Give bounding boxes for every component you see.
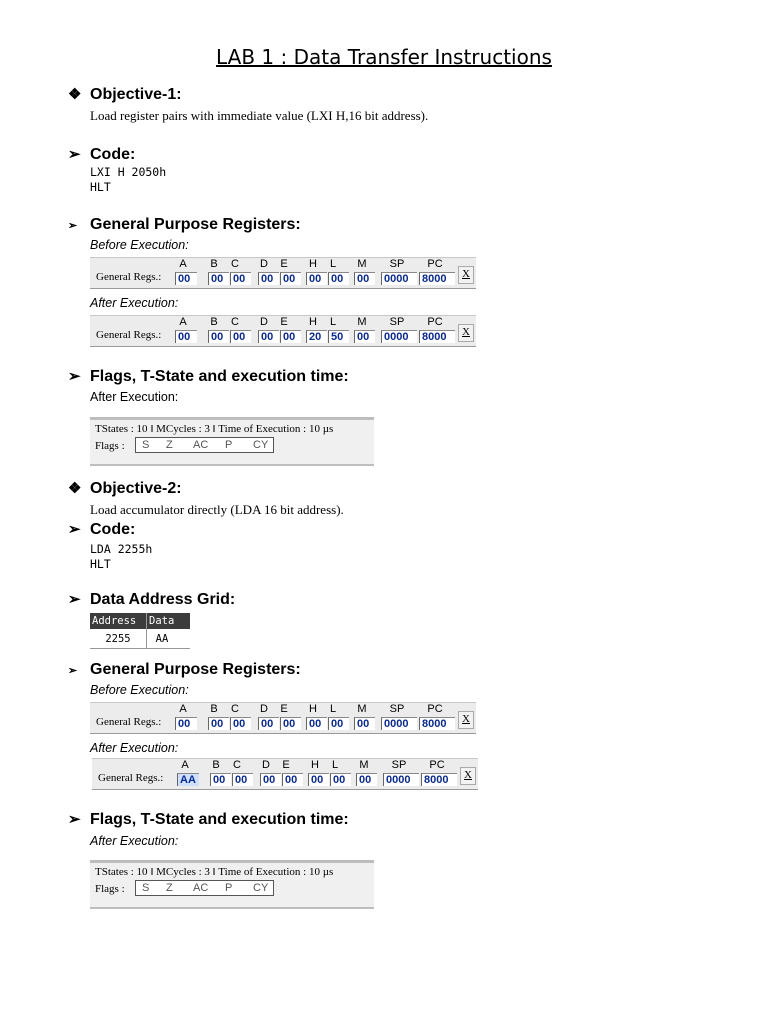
- arrow-bullet-icon: ➢: [68, 220, 78, 232]
- register-value-a[interactable]: 00: [175, 330, 197, 343]
- register-header-l: L: [329, 316, 337, 328]
- register-value-m[interactable]: 00: [354, 717, 375, 730]
- register-value-h[interactable]: 20: [306, 330, 327, 343]
- flag-s: S: [142, 882, 150, 894]
- register-value-e[interactable]: 00: [280, 717, 301, 730]
- gpr-1-before-caption: Before Execution:: [90, 238, 189, 252]
- code-1-block: LXI H 2050h HLT: [90, 165, 167, 194]
- register-header-e: E: [280, 258, 288, 270]
- close-button[interactable]: X: [458, 324, 474, 342]
- grid-header-data: Data: [147, 613, 190, 629]
- grid-cell-data[interactable]: AA: [155, 633, 169, 645]
- arrow-bullet-icon: ➢: [68, 368, 81, 385]
- code-2-heading: [68, 521, 135, 539]
- register-header-sp: SP: [389, 703, 405, 715]
- gpr-1-label: General Purpose Registers:: [90, 216, 301, 233]
- register-header-b: B: [210, 703, 218, 715]
- diamond-bullet-icon: ❖: [68, 480, 82, 497]
- objective-1-heading: [68, 86, 182, 104]
- registers-label: General Regs.:: [96, 271, 162, 283]
- flags-label: Flags :: [95, 883, 125, 895]
- code-2-block: LDA 2255h HLT: [90, 542, 153, 571]
- register-value-b[interactable]: 00: [208, 272, 229, 285]
- diamond-bullet-icon: ❖: [68, 86, 82, 103]
- register-header-h: H: [311, 759, 319, 771]
- register-header-a: A: [179, 316, 187, 328]
- register-value-pc[interactable]: 8000: [421, 773, 457, 786]
- panel-edge: [90, 854, 374, 861]
- register-header-e: E: [280, 316, 288, 328]
- register-header-m: M: [357, 258, 367, 270]
- register-value-a[interactable]: 00: [175, 272, 197, 285]
- register-header-l: L: [329, 258, 337, 270]
- grid-heading: [68, 591, 235, 609]
- register-value-d[interactable]: 00: [258, 717, 279, 730]
- register-value-pc[interactable]: 8000: [419, 272, 455, 285]
- register-value-a[interactable]: AA: [177, 773, 199, 786]
- register-value-c[interactable]: 00: [230, 272, 251, 285]
- register-header-b: B: [210, 258, 218, 270]
- register-header-l: L: [329, 703, 337, 715]
- register-header-d: D: [260, 703, 268, 715]
- register-header-sp: SP: [391, 759, 407, 771]
- registers-panel: [90, 702, 476, 734]
- register-header-pc: PC: [427, 703, 443, 715]
- register-value-l[interactable]: 50: [328, 330, 349, 343]
- registers-panel: [92, 758, 478, 790]
- register-value-d[interactable]: 00: [258, 272, 279, 285]
- register-header-a: A: [181, 759, 189, 771]
- flags-box: [135, 437, 274, 453]
- arrow-bullet-icon: ➢: [68, 811, 81, 828]
- register-header-pc: PC: [429, 759, 445, 771]
- register-value-a[interactable]: 00: [175, 717, 197, 730]
- register-header-c: C: [231, 258, 239, 270]
- register-value-pc[interactable]: 8000: [419, 717, 455, 730]
- grid-divider: [146, 613, 147, 649]
- register-value-m[interactable]: 00: [356, 773, 377, 786]
- flag-ac: AC: [193, 439, 209, 451]
- grid-divider: [90, 648, 190, 649]
- register-header-h: H: [309, 316, 317, 328]
- register-value-pc[interactable]: 8000: [419, 330, 455, 343]
- register-header-m: M: [357, 703, 367, 715]
- register-header-a: A: [179, 258, 187, 270]
- register-header-pc: PC: [427, 316, 443, 328]
- objective-2-label: Objective-2:: [90, 480, 182, 497]
- register-header-b: B: [212, 759, 220, 771]
- tstates-readout: TStates : 10 ‖ MCycles : 3 ‖ Time of Execution : 10 µs: [95, 423, 334, 435]
- register-header-sp: SP: [389, 316, 405, 328]
- tstates-readout: TStates : 10 ‖ MCycles : 3 ‖ Time of Execution : 10 µs: [95, 866, 334, 878]
- arrow-bullet-icon: ➢: [68, 521, 81, 538]
- register-header-c: C: [231, 703, 239, 715]
- register-header-pc: PC: [427, 258, 443, 270]
- flag-ac: AC: [193, 882, 209, 894]
- register-value-sp[interactable]: 0000: [383, 773, 419, 786]
- objective-1-label: Objective-1:: [90, 86, 182, 103]
- objective-1-description: Load register pairs with immediate value (LXI H,16 bit address).: [90, 108, 429, 123]
- register-value-sp[interactable]: 0000: [381, 330, 417, 343]
- arrow-bullet-icon: ➢: [68, 665, 78, 677]
- gpr-2-label: General Purpose Registers:: [90, 661, 301, 678]
- register-value-b[interactable]: 00: [210, 773, 231, 786]
- register-header-c: C: [233, 759, 241, 771]
- flags-2-heading: [68, 811, 349, 829]
- close-button[interactable]: X: [460, 767, 476, 785]
- register-header-e: E: [280, 703, 288, 715]
- registers-label: General Regs.:: [96, 329, 162, 341]
- register-value-h[interactable]: 00: [306, 717, 327, 730]
- register-value-c[interactable]: 00: [230, 717, 251, 730]
- register-value-sp[interactable]: 0000: [381, 717, 417, 730]
- flags-2-label: Flags, T-State and execution time:: [90, 811, 349, 828]
- arrow-bullet-icon: ➢: [68, 591, 81, 608]
- flags-box: [135, 880, 274, 896]
- flags-1-caption: After Execution:: [90, 390, 179, 404]
- flags-label: Flags :: [95, 440, 125, 452]
- gpr-1-heading: [68, 216, 301, 235]
- register-value-l[interactable]: 00: [328, 272, 349, 285]
- register-value-c[interactable]: 00: [230, 330, 251, 343]
- code-1-heading: [68, 146, 135, 164]
- register-value-m[interactable]: 00: [354, 330, 375, 343]
- register-value-h[interactable]: 00: [306, 272, 327, 285]
- register-value-l[interactable]: 00: [328, 717, 349, 730]
- register-value-l[interactable]: 00: [330, 773, 351, 786]
- grid-header-address: Address: [90, 613, 146, 629]
- register-value-e[interactable]: 00: [280, 330, 301, 343]
- register-header-d: D: [260, 316, 268, 328]
- flag-z: Z: [166, 882, 173, 894]
- grid-cell-address[interactable]: 2255: [105, 633, 131, 645]
- grid-label: Data Address Grid:: [90, 591, 236, 608]
- registers-label: General Regs.:: [98, 772, 164, 784]
- flags-panel: [90, 418, 374, 466]
- flags-2-caption: After Execution:: [90, 834, 179, 848]
- registers-panel: [90, 315, 476, 347]
- flags-1-label: Flags, T-State and execution time:: [90, 368, 349, 385]
- flags-1-heading: [68, 368, 349, 386]
- register-header-h: H: [309, 258, 317, 270]
- register-header-c: C: [231, 316, 239, 328]
- register-header-sp: SP: [389, 258, 405, 270]
- register-value-e[interactable]: 00: [280, 272, 301, 285]
- flags-panel: [90, 861, 374, 909]
- data-address-grid: [90, 613, 190, 651]
- registers-label: General Regs.:: [96, 716, 162, 728]
- register-value-m[interactable]: 00: [354, 272, 375, 285]
- register-header-a: A: [179, 703, 187, 715]
- objective-2-description: Load accumulator directly (LDA 16 bit address).: [90, 502, 344, 517]
- register-value-d[interactable]: 00: [260, 773, 281, 786]
- arrow-bullet-icon: ➢: [68, 146, 81, 163]
- register-value-d[interactable]: 00: [258, 330, 279, 343]
- register-value-sp[interactable]: 0000: [381, 272, 417, 285]
- register-header-l: L: [331, 759, 339, 771]
- register-header-d: D: [262, 759, 270, 771]
- register-value-b[interactable]: 00: [208, 717, 229, 730]
- register-header-d: D: [260, 258, 268, 270]
- register-header-m: M: [359, 759, 369, 771]
- objective-2-heading: [68, 480, 182, 498]
- close-button[interactable]: X: [458, 711, 474, 729]
- register-header-h: H: [309, 703, 317, 715]
- registers-panel: [90, 257, 476, 289]
- register-header-b: B: [210, 316, 218, 328]
- code-2-label: Code:: [90, 521, 136, 538]
- flag-cy: CY: [253, 882, 269, 894]
- flag-s: S: [142, 439, 150, 451]
- page-title: LAB 1 : Data Transfer Instructions: [216, 45, 552, 69]
- flag-z: Z: [166, 439, 173, 451]
- panel-edge: [90, 411, 374, 418]
- gpr-1-after-caption: After Execution:: [90, 296, 179, 310]
- code-1-label: Code:: [90, 146, 136, 163]
- flag-cy: CY: [253, 439, 269, 451]
- gpr-2-heading: [68, 661, 301, 680]
- gpr-2-before-caption: Before Execution:: [90, 683, 189, 697]
- register-value-c[interactable]: 00: [232, 773, 253, 786]
- register-value-h[interactable]: 00: [308, 773, 329, 786]
- flag-p: P: [225, 882, 233, 894]
- close-button[interactable]: X: [458, 266, 474, 284]
- register-value-b[interactable]: 00: [208, 330, 229, 343]
- register-header-e: E: [282, 759, 290, 771]
- gpr-2-after-caption: After Execution:: [90, 741, 179, 755]
- register-header-m: M: [357, 316, 367, 328]
- register-value-e[interactable]: 00: [282, 773, 303, 786]
- flag-p: P: [225, 439, 233, 451]
